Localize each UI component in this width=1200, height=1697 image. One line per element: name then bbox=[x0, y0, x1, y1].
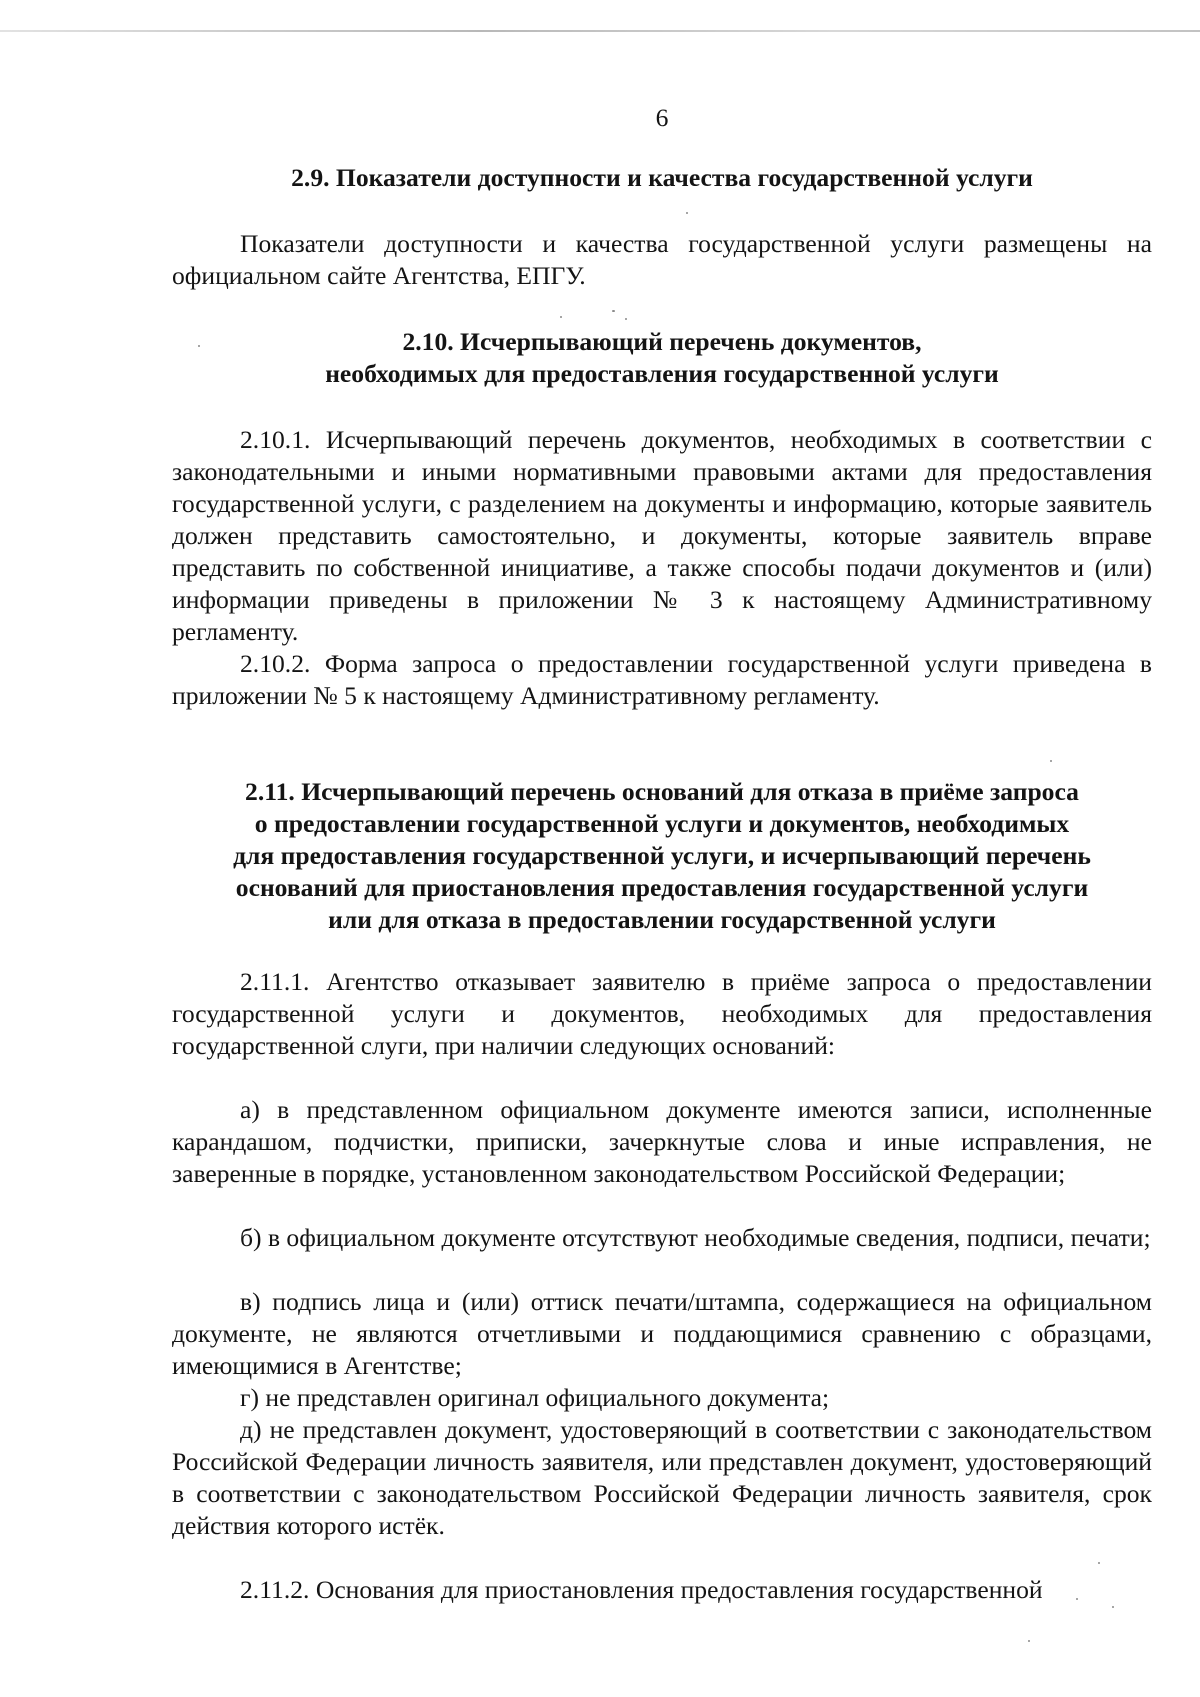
section-2-9-paragraph: Показатели доступности и качества государственной услуги размещены на официальном сайте Агентства, ЕПГУ. bbox=[172, 229, 1152, 290]
list-item-v: в) подпись лица и (или) оттиск печати/штампа, содержащиеся на официальном документе, не являются отчетливыми и поддающимися сравнению с образцами, имеющимися в Агентстве; bbox=[172, 1287, 1152, 1380]
scan-speck bbox=[1028, 1640, 1030, 1642]
scan-speck bbox=[198, 345, 200, 347]
scan-speck bbox=[612, 310, 615, 312]
scan-speck bbox=[1076, 1598, 1078, 1600]
section-2-9-heading: 2.9. Показатели доступности и качества государственной услуги bbox=[291, 163, 1033, 192]
list-item-b: б) в официальном документе отсутствуют необходимые сведения, подписи, печати; bbox=[240, 1223, 1151, 1252]
scan-speck bbox=[560, 316, 562, 318]
scan-speck bbox=[686, 212, 688, 214]
scan-speck bbox=[625, 318, 627, 320]
section-2-11-heading-line-4: оснований для приостановления предоставления государственной услуги bbox=[235, 873, 1089, 902]
page-number: 6 bbox=[655, 103, 669, 132]
scan-top-edge bbox=[0, 30, 1200, 32]
section-2-11-heading-line-1: 2.11. Исчерпывающий перечень оснований для отказа в приёме запроса bbox=[245, 777, 1079, 806]
section-2-11-heading-line-5: или для отказа в предоставлении государственной услуги bbox=[328, 905, 996, 934]
section-2-10-heading-line-1: 2.10. Исчерпывающий перечень документов, bbox=[402, 327, 922, 356]
section-2-10-1-paragraph: 2.10.1. Исчерпывающий перечень документов, необходимых в соответствии с законодательными и иными нормативными правовыми актами для предоставления государственной услуги, с разделением на документы и информацию, которые заявитель должен представить самостоятельно, и документы, которые заявитель вправе представить по собственной инициативе, а также способы подачи документов и (или) информации приведены в приложении № 3 к настоящему Административному регламенту. bbox=[172, 425, 1152, 646]
scan-speck bbox=[1050, 760, 1052, 762]
section-2-10-heading-line-2: необходимых для предоставления государственной услуги bbox=[325, 359, 999, 388]
list-item-d: д) не представлен документ, удостоверяющий в соответствии с законодательством Российской Федерации личность заявителя, или представлен документ, удостоверяющий в соответствии с законодательством Российской Федерации личность заявителя, срок действия которого истёк. bbox=[172, 1415, 1152, 1540]
section-2-11-heading bbox=[172, 776, 1152, 936]
list-item-g: г) не представлен оригинал официального документа; bbox=[240, 1383, 830, 1412]
scan-speck bbox=[1098, 1562, 1100, 1564]
section-2-11-heading-line-2: о предоставлении государственной услуги и документов, необходимых bbox=[254, 809, 1070, 838]
scan-speck bbox=[1112, 1606, 1114, 1608]
list-item-a: а) в представленном официальном документе имеются записи, исполненные карандашом, подчистки, приписки, зачеркнутые слова и иные исправления, не заверенные в порядке, установленном законодательством Российской Федерации; bbox=[172, 1095, 1152, 1188]
section-2-10-heading bbox=[172, 326, 1152, 390]
section-2-10-2-paragraph: 2.10.2. Форма запроса о предоставлении государственной услуги приведена в приложении № 5 к настоящему Административному регламенту. bbox=[172, 649, 1152, 710]
section-2-11-heading-line-3: для предоставления государственной услуги, и исчерпывающий перечень bbox=[233, 841, 1091, 870]
section-2-11-2-paragraph: 2.11.2. Основания для приостановления предоставления государственной bbox=[240, 1575, 1043, 1604]
section-2-11-1-paragraph: 2.11.1. Агентство отказывает заявителю в приёме запроса о предоставлении государственной услуги и документов, необходимых для предоставления государственной слуги, при наличии следующих оснований: bbox=[172, 967, 1152, 1060]
